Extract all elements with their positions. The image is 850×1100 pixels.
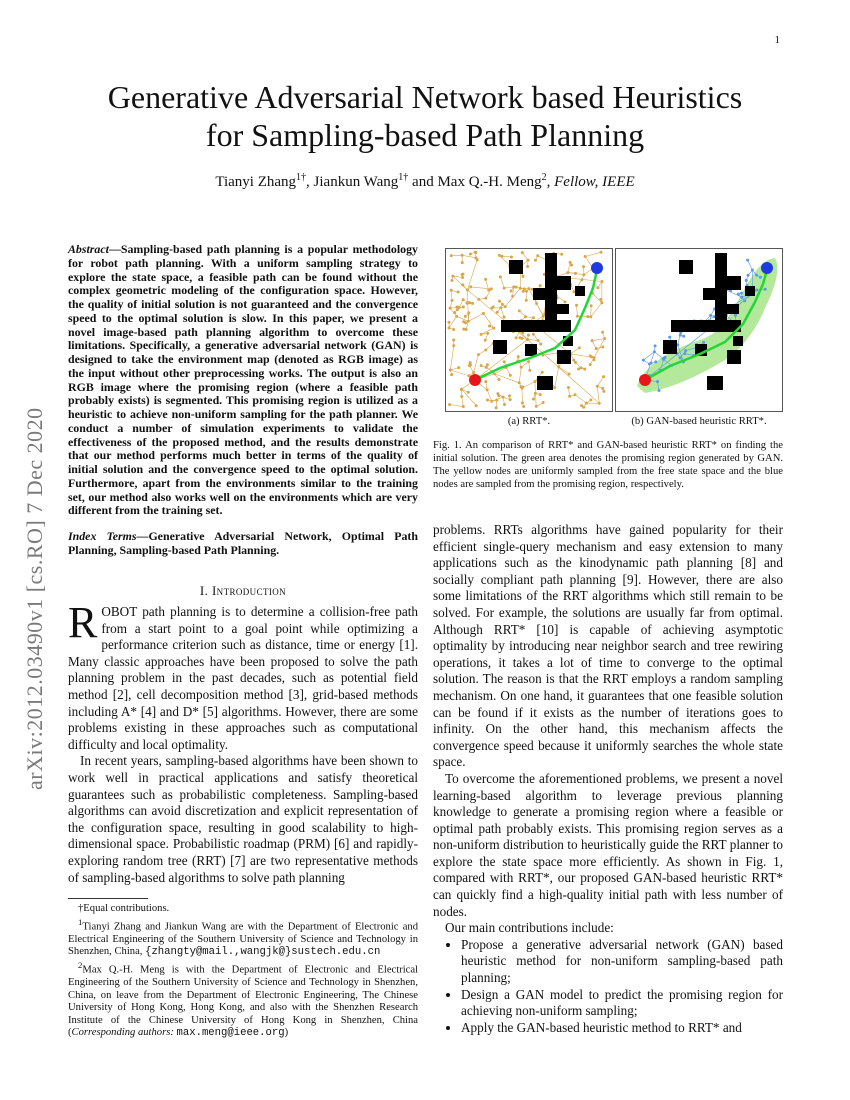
tree-node	[596, 286, 599, 289]
tree-node	[650, 362, 653, 365]
tree-node	[572, 359, 575, 362]
tree-node	[503, 403, 506, 406]
tree-node	[518, 309, 521, 312]
author-1: Tianyi Zhang	[215, 174, 297, 190]
tree-node	[477, 353, 480, 356]
tree-node	[602, 375, 605, 378]
footnote-2-close: )	[284, 1027, 289, 1039]
footnote-2-mark: 2	[78, 959, 83, 970]
tree-node	[553, 386, 556, 389]
tree-node	[734, 314, 737, 317]
tree-node	[560, 253, 563, 256]
footnote-1-mark: 1	[78, 916, 83, 927]
tree-node	[509, 374, 512, 377]
title-line-1: Generative Adversarial Network based Heuristics	[107, 79, 743, 115]
tree-node	[469, 361, 472, 364]
tree-node	[511, 295, 514, 298]
abstract-label: Abstract	[68, 242, 109, 256]
tree-node	[563, 300, 566, 303]
tree-node	[580, 404, 583, 407]
tree-node	[448, 403, 451, 406]
tree-node	[541, 371, 544, 374]
subcaption-a: (a) RRT*.	[507, 416, 551, 427]
tree-node	[484, 278, 487, 281]
list-item: • Design a GAN model to predict the promising region for achieving non-uniform sampling;	[461, 987, 783, 1020]
tree-node	[574, 272, 577, 275]
tree-node	[499, 275, 502, 278]
list-item: • Propose a generative adversarial network (GAN) based heuristic method for non-uniform sampling-based path planning;	[461, 937, 783, 987]
tree-node	[542, 401, 545, 404]
footnote-2-email: max.meng@ieee.org	[176, 1027, 285, 1040]
tree-node	[764, 288, 767, 291]
intro-paragraph-1	[68, 598, 418, 753]
footnote-1-text: Tianyi Zhang and Jiankun Wang are with the Department of Electronic and Electrical Engineering of the Southern University of Science and Technology in Shenzhen, China,	[68, 921, 418, 958]
tree-node	[477, 298, 480, 301]
tree-node	[508, 394, 511, 397]
tree-node	[503, 360, 506, 363]
tree-node	[590, 304, 593, 307]
abstract	[68, 243, 418, 518]
tree-node	[586, 315, 589, 318]
index-terms	[68, 530, 418, 558]
author-2: Jiankun Wang	[313, 174, 399, 190]
tree-node	[746, 259, 749, 262]
tree-node	[599, 298, 602, 301]
tree-node	[510, 289, 513, 292]
figure-caption: Fig. 1. An comparison of RRT* and GAN-based heuristic RRT* on finding the initial solution. The green area denotes the promising region generated by GAN. The yellow nodes are uniformly sampled from the free state space and the blue nodes are sampled from the promising region, respectively.	[433, 440, 783, 490]
figure-panel-rrt	[445, 248, 613, 412]
gan-rrt-plot	[615, 248, 783, 412]
paper-title	[60, 78, 790, 154]
tree-node	[486, 363, 489, 366]
tree-node	[452, 328, 455, 331]
tree-node	[575, 304, 578, 307]
tree-node	[663, 356, 666, 359]
tree-node	[702, 341, 705, 344]
tree-node	[471, 302, 474, 305]
tree-node	[495, 406, 498, 409]
tree-node	[496, 311, 499, 314]
tree-node	[532, 333, 535, 336]
tree-node	[453, 311, 456, 314]
tree-node	[568, 373, 571, 376]
tree-node	[462, 320, 465, 323]
tree-node	[601, 346, 604, 349]
tree-node	[475, 404, 478, 407]
footnote-1	[68, 916, 418, 959]
footnote-equal: †Equal contributions.	[78, 903, 170, 914]
tree-node	[462, 328, 465, 331]
tree-node	[526, 265, 529, 268]
author-list: Tianyi Zhang$^{1\dagger}$, Jiankun Wang$^{1\dagger}$ and Max Q.-H. Meng$^2$, Fellow, IEEE	[215, 172, 635, 190]
footnote-2-corr: Corresponding authors:	[71, 1027, 174, 1039]
tree-node	[747, 274, 750, 277]
tree-node	[578, 346, 581, 349]
tree-node	[464, 315, 467, 318]
tree-node	[521, 401, 524, 404]
tree-node	[534, 259, 537, 262]
author-2-affil: 1†	[398, 172, 409, 183]
tree-node	[589, 354, 592, 357]
tree-node	[599, 251, 602, 254]
start-node	[469, 374, 481, 386]
tree-node	[759, 276, 762, 279]
footnote-rule	[68, 898, 148, 899]
tree-node	[577, 368, 580, 371]
tree-node	[658, 389, 661, 392]
tree-node	[532, 398, 535, 401]
tree-node	[498, 300, 501, 303]
right-paragraph-2: To overcome the aforementioned problems, we present a novel learning-based algorithm to leverage previous planning knowledge to generate a promising region where a feasible or optimal path probably exists. This promising region serves as a non-uniform distribution to heuristically guide the RRT planner to explore the state space more efficiently. As shown in Fig. 1, compared with RRT*, our proposed GAN-based heuristic RRT* can quickly find a high-quality initial path with less number of nodes.	[433, 770, 783, 919]
tree-node	[467, 391, 470, 394]
goal-node	[761, 262, 773, 274]
tree-node	[450, 373, 453, 376]
tree-node	[518, 336, 521, 339]
tree-node	[466, 302, 469, 305]
tree-node	[539, 393, 542, 396]
drop-cap: R	[68, 598, 98, 647]
tree-node	[539, 343, 542, 346]
tree-node	[461, 273, 464, 276]
tree-node	[492, 306, 495, 309]
tree-node	[668, 336, 671, 339]
tree-node	[522, 275, 525, 278]
tree-node	[589, 398, 592, 401]
tree-node	[488, 324, 491, 327]
tree-node	[497, 378, 500, 381]
author-1-affil: 1†	[296, 172, 307, 183]
index-terms-text: —Generative Adversarial Network, Optimal Path Planning, Sampling-based Path Planning.	[68, 529, 418, 557]
right-paragraph-1: problems. RRTs algorithms have gained popularity for their efficient single-query mechanism and easy extension to many applications such as the kinodynamic path planning [8] and socially compliant path planning [9]. However, there are also some limitations of the RRT algorithms which still remain to be solved. For example, the solutions are usually far from optimal. Although RRT* [10] is capable of achieving asymptotic optimality by introducing near neighbor search and tree rewiring operations, it takes a lot of time to converge to the optimal solution. The reason is that the RRT employs a random sampling mechanism. On one hand, it guarantees that one feasible solution can be found if it exists as the number of iterations goes to infinity. On the other hand, this mechanism affects the convergence speed because it uniformly searches the whole state space.	[433, 522, 783, 770]
tree-node	[480, 364, 483, 367]
tree-node	[539, 284, 542, 287]
tree-node	[468, 301, 471, 304]
tree-node	[469, 252, 472, 255]
tree-node	[583, 368, 586, 371]
tree-node	[457, 366, 460, 369]
author-and: and	[412, 174, 434, 190]
arxiv-id: arXiv:2012.03490v1 [cs.RO] 7 Dec 2020	[22, 407, 47, 790]
tree-node	[450, 279, 453, 282]
tree-node	[462, 298, 465, 301]
tree-node	[580, 278, 583, 281]
intro-p1-text: OBOT path planning is to determine a collision-free path from a start point to a goal point while optimizing a performance criterion such as distance, time or energy [1]. Many classic approaches have been proposed to solve the path planning problem in the past decades, such as potential field method [2], cell decomposition method [3], grid-based methods including A* [4] and D* [5] algorithms. However, there are some problems existing in these approaches such as computational difficulty and local optimality.	[68, 604, 418, 752]
intro-paragraph-2: In recent years, sampling-based algorithms have been shown to work well in practical applications and satisfy theoretical guarantees such as probabilistic completeness. Sampling-based algorithms can avoid discretization and explicit representation of the configuration space, resulting in good scalability to high-dimensional space. Probabilistic roadmap (PRM) [6] and rapidly-exploring random tree (RRT) [7] are two representative methods of sampling-based algorithms to solve path planning	[68, 753, 418, 885]
tree-node	[743, 299, 746, 302]
footnotes	[68, 898, 418, 1040]
tree-node	[484, 339, 487, 342]
tree-node	[510, 255, 513, 258]
author-3: Max Q.-H. Meng	[437, 174, 542, 190]
tree-node	[484, 380, 487, 383]
tree-node	[515, 336, 518, 339]
tree-node	[582, 265, 585, 268]
abstract-text: —Sampling-based path planning is a popular methodology for robot path planning. With a uniform sampling strategy to explore the state space, a feasible path can be found without the complex geometric modeling of the configuration space. However, the quality of initial solution is not guaranteed and the convergence speed to the optimal solution is slow. In this paper, we present a novel image-based path planning algorithm to overcome these limitations. Specifically, a generative adversarial network (GAN) is designed to take the environment map (denoted as RGB image) as the input without other preprocessing works. The output is also an RGB image where the promising region (where a feasible path probably exists) is segmented. This promising region is utilized as a heuristic to achieve non-uniform sampling for the path planner. We conduct a number of simulation experiments to validate the effectiveness of the proposed method, and the results demonstrate that our method performs much better in terms of the quality of initial solution and the convergence speed to the optimal solution. Furthermore, apart from the environments similar to the training set, our method also works well on the environments which are very different from the training set.	[68, 242, 418, 518]
tree-node	[461, 283, 464, 286]
subcaption-b: (b) GAN-based heuristic RRT*.	[631, 416, 767, 427]
tree-node	[525, 299, 528, 302]
tree-node	[570, 264, 573, 267]
tree-node	[456, 305, 459, 308]
tree-node	[522, 290, 525, 293]
tree-node	[536, 254, 539, 257]
tree-node	[515, 286, 518, 289]
footnote-1-email: {zhangty@mail.,wangjk@}sustech.edu.cn	[145, 946, 381, 959]
tree-node	[654, 344, 657, 347]
tree-node	[521, 386, 524, 389]
footnote-2-text: Max Q.-H. Meng is with the Department of Electronic and Electrical Engineering of the Southern University of Science and Technology in Shenzhen, China, on leave from the Department of Electronic Engineering, The Chinese University of Hong Kong, Hong Kong, and also with the Shenzhen Research Institute of the Chinese University of Hong Kong in Shenzhen, China (	[68, 964, 418, 1039]
tree-node	[592, 358, 595, 361]
title-line-2: for Sampling-based Path Planning	[205, 117, 645, 153]
tree-node	[448, 321, 451, 324]
tree-node	[740, 292, 743, 295]
tree-node	[602, 390, 605, 393]
footnote-2	[68, 959, 418, 1040]
tree-node	[528, 369, 531, 372]
start-node	[639, 374, 651, 386]
tree-node	[462, 306, 465, 309]
tree-node	[596, 385, 599, 388]
section-heading: I. Introduction	[199, 583, 287, 598]
contributions-list	[433, 937, 783, 1037]
tree-node	[486, 399, 489, 402]
tree-node	[654, 360, 657, 363]
right-paragraph-3: Our main contributions include:	[445, 920, 614, 936]
tree-node	[589, 363, 592, 366]
rrt-plot	[445, 248, 613, 412]
tree-node	[682, 335, 685, 338]
tree-node	[522, 405, 525, 408]
tree-node	[461, 261, 464, 264]
tree-node	[457, 291, 460, 294]
list-item: • Apply the GAN-based heuristic method to RRT* and	[461, 1020, 783, 1037]
tree-node	[737, 293, 740, 296]
tree-node	[497, 394, 500, 397]
page-number: 1	[774, 34, 780, 46]
author-3-title: Fellow, IEEE	[554, 174, 635, 190]
index-terms-label: Index Terms	[68, 529, 137, 543]
author-3-affil: 2	[541, 172, 547, 183]
intro-text	[68, 598, 418, 886]
figure-panel-gan	[615, 248, 783, 412]
goal-node	[591, 262, 603, 274]
tree-node	[521, 251, 524, 254]
tree-node	[450, 254, 453, 257]
tree-node	[503, 316, 506, 319]
right-column-text	[433, 522, 783, 1036]
arxiv-stamp	[22, 300, 46, 800]
tree-node	[452, 338, 455, 341]
tree-node	[527, 334, 530, 337]
tree-node	[567, 386, 570, 389]
tree-node	[601, 331, 604, 334]
